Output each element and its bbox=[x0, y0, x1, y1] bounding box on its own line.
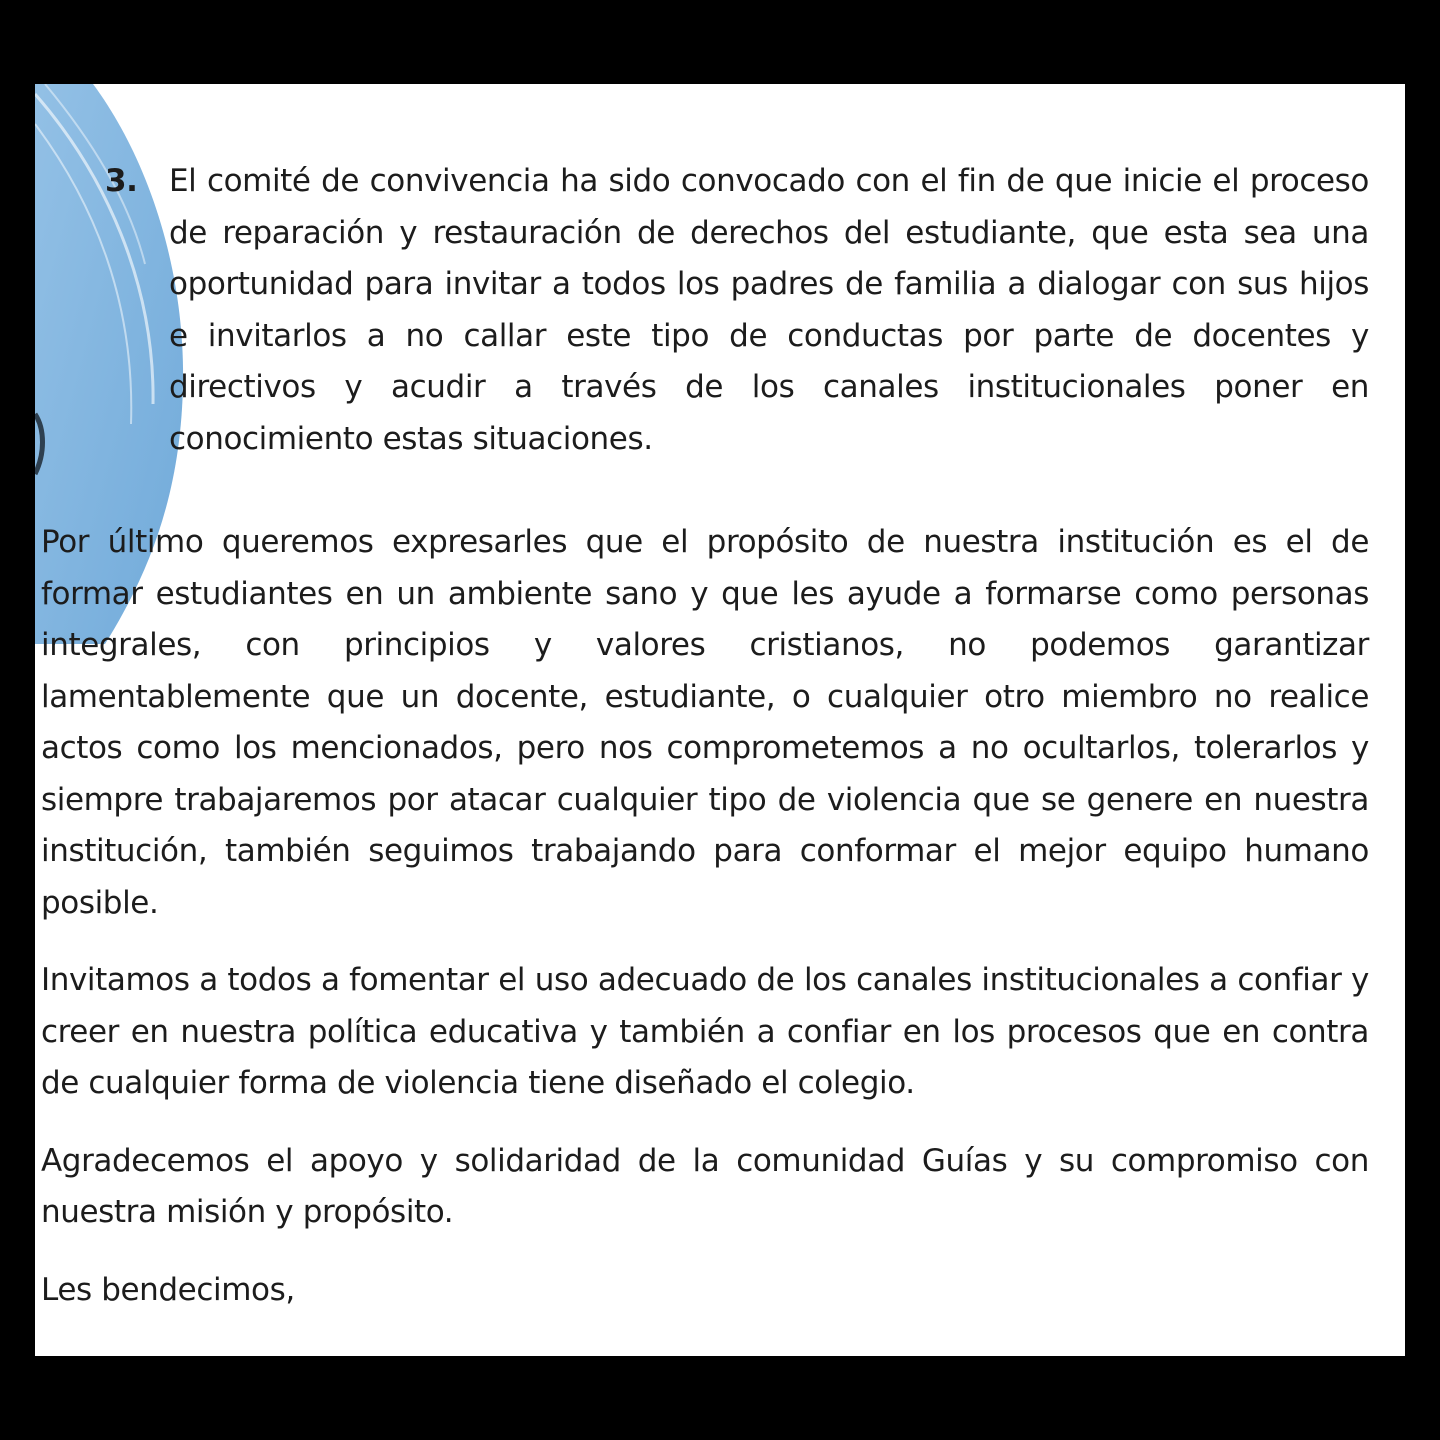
paragraph-purpose: Por último queremos expresarles que el propósito de nuestra institución es el de formar estudiantes en un ambiente sano y que les ayude a formarse como personas integrales, con principios y valores cristianos, no podemos garantizar lamentablemente que un docente, estudiante, o cualquier otro miembro no realice actos como los mencionados, pero nos comprometemos a no ocultarlos, tolerarlos y siempre trabajaremos por atacar cualquier tipo de violencia que se genere en nuestra institución, también seguimos trabajando para conformar el mejor equipo humano posible. bbox=[41, 524, 1369, 921]
numbered-list-item bbox=[41, 156, 1369, 465]
paragraph-thanks: Agradecemos el apoyo y solidaridad de la comunidad Guías y su compromiso con nuestra misión y propósito. bbox=[41, 1142, 1369, 1230]
paragraph-invitation: Invitamos a todos a fomentar el uso adecuado de los canales institucionales a confiar y creer en nuestra política educativa y también a confiar en los procesos que en contra de cualquier forma de violencia tiene diseñado el colegio. bbox=[41, 962, 1369, 1101]
document-page bbox=[35, 84, 1405, 1356]
document-body bbox=[41, 156, 1369, 1316]
list-number: 3. bbox=[105, 163, 138, 199]
list-item-text: El comité de convivencia ha sido convocado con el fin de que inicie el proceso de reparación y restauración de derechos del estudiante, que esta sea una oportunidad para invitar a todos los padres de familia a dialogar con sus hijos e invitarlos a no callar este tipo de conductas por parte de docentes y directivos y acudir a través de los canales institucionales poner en conocimiento estas situaciones. bbox=[169, 163, 1369, 457]
closing-salutation: Les bendecimos, bbox=[41, 1271, 295, 1308]
